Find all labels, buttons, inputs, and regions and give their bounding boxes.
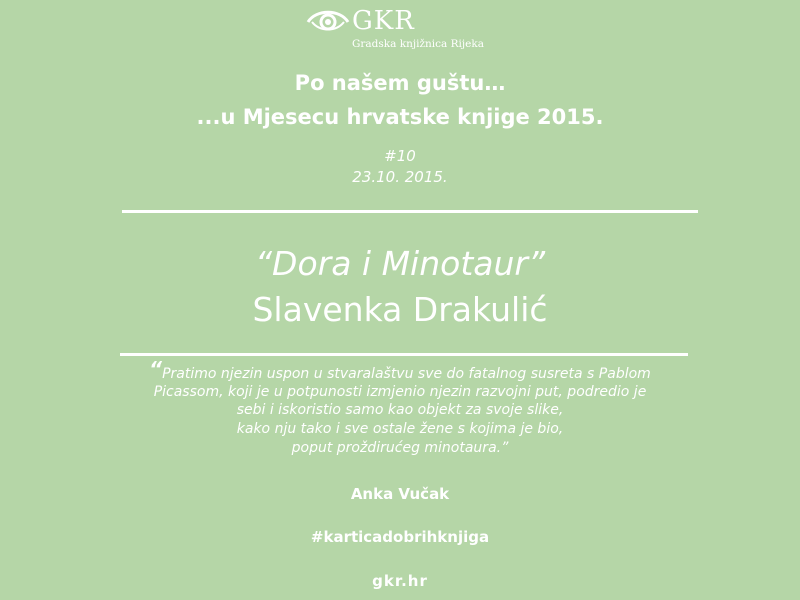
logo-subtitle: Gradska knjižnica Rijeka [352, 38, 484, 50]
issue-number: #10 [384, 147, 416, 165]
quote-line [0, 357, 800, 383]
quote-line-1: Pratimo njezin uspon u stvaralaštvu sve do fatalnog susreta s Pablom [162, 366, 651, 382]
quote-line-2: Picassom, koji je u potpunosti izmjenio njezin razvojni put, podredio je [153, 384, 647, 400]
header-line-2: ...u Mjesecu hrvatske knjige 2015. [196, 105, 604, 129]
divider-top [122, 210, 698, 213]
event-date: 23.10. 2015. [352, 168, 448, 186]
quote-line-3: sebi i iskoristio samo kao objekt za svoje slike, [236, 402, 564, 418]
quote-line-4: kako nju tako i sve ostale žene s kojima je bio, [236, 421, 564, 437]
book-title: “Dora i Minotaur” [254, 244, 546, 283]
book-author: Slavenka Drakulić [252, 290, 548, 329]
hashtag: #karticadobrihknjiga [310, 528, 490, 546]
divider-bottom [120, 353, 688, 356]
eye-logo-icon [306, 6, 350, 36]
logo-name: GKR [352, 6, 415, 36]
header-line-1: Po našem guštu… [294, 71, 506, 95]
website-link[interactable]: gkr.hr [372, 572, 428, 590]
gkr-logo [306, 6, 506, 50]
quote-attribution: Anka Vučak [350, 485, 450, 503]
quote-open-mark: “ [149, 357, 163, 381]
quote-line-5: poput proždirućeg minotaura.” [291, 440, 509, 456]
